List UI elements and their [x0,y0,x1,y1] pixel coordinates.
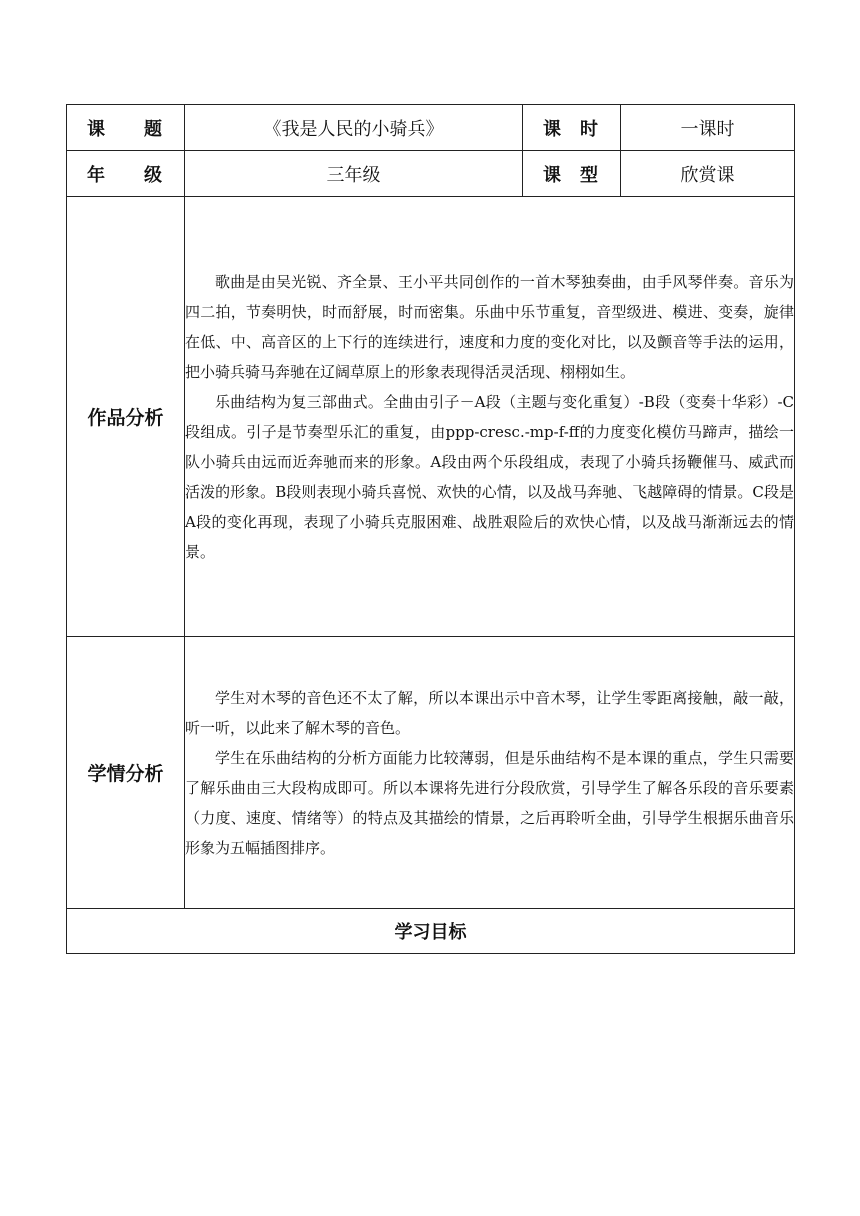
topic-label-char-1: 课 [87,118,105,140]
grade-label-char-1: 年 [87,164,105,186]
type-value: 欣赏课 [621,151,795,197]
type-label-cell [523,151,621,197]
period-label-char-2: 时 [580,118,598,140]
learning-goals-heading: 学习目标 [67,909,795,954]
topic-label-cell [67,105,185,151]
type-label-char-1: 课 [543,164,561,186]
lesson-plan-table [66,104,795,954]
grade-row [67,151,795,197]
topic-row [67,105,795,151]
period-label-cell [523,105,621,151]
learning-goals-row [67,909,795,954]
grade-label-cell [67,151,185,197]
learner-analysis-content [185,637,795,909]
work-analysis-content [185,197,795,637]
learner-analysis-paragraph-2: 学生在乐曲结构的分析方面能力比较薄弱，但是乐曲结构不是本课的重点，学生只需要了解乐曲由三大段构成即可。所以本课将先进行分段欣赏，引导学生了解各乐段的音乐要素（力度、速度、情绪等）的特点及其描绘的情景，之后再聆听全曲，引导学生根据乐曲音乐形象为五幅插图排序。 [185,748,794,857]
type-label-char-2: 型 [580,164,598,186]
learner-analysis-paragraph-1: 学生对木琴的音色还不太了解，所以本课出示中音木琴，让学生零距离接触，敲一敲，听一听，以此来了解木琴的音色。 [185,688,794,737]
learner-analysis-label: 学情分析 [67,637,185,909]
period-value: 一课时 [621,105,795,151]
period-label-char-1: 课 [543,118,561,140]
work-analysis-label: 作品分析 [67,197,185,637]
grade-value: 三年级 [185,151,523,197]
topic-value: 《我是人民的小骑兵》 [185,105,523,151]
topic-label-char-2: 题 [144,118,162,140]
grade-label-char-2: 级 [144,164,162,186]
work-analysis-row [67,197,795,637]
work-analysis-paragraph-1: 歌曲是由吴光锐、齐全景、王小平共同创作的一首木琴独奏曲，由手风琴伴奏。音乐为四二拍，节奏明快，时而舒展，时而密集。乐曲中乐节重复，音型级进、模进、变奏，旋律在低、中、高音区的上下行的连续进行，速度和力度的变化对比，以及颤音等手法的运用，把小骑兵骑马奔驰在辽阔草原上的形象表现得活灵活现、栩栩如生。 [185,272,794,381]
learner-analysis-row [67,637,795,909]
work-analysis-paragraph-2: 乐曲结构为复三部曲式。全曲由引子－A段（主题与变化重复）-B段（变奏十华彩）-C段组成。引子是节奏型乐汇的重复，由ppp-cresc.-mp-f-ff的力度变化模仿马蹄声，描绘一队小骑兵由远而近奔驰而来的形象。A段由两个乐段组成，表现了小骑兵扬鞭催马、威武而活泼的形象。B段则表现小骑兵喜悦、欢快的心情，以及战马奔驰、飞越障碍的情景。C段是A段的变化再现，表现了小骑兵克服困难、战胜艰险后的欢快心情，以及战马渐渐远去的情景。 [185,392,794,561]
